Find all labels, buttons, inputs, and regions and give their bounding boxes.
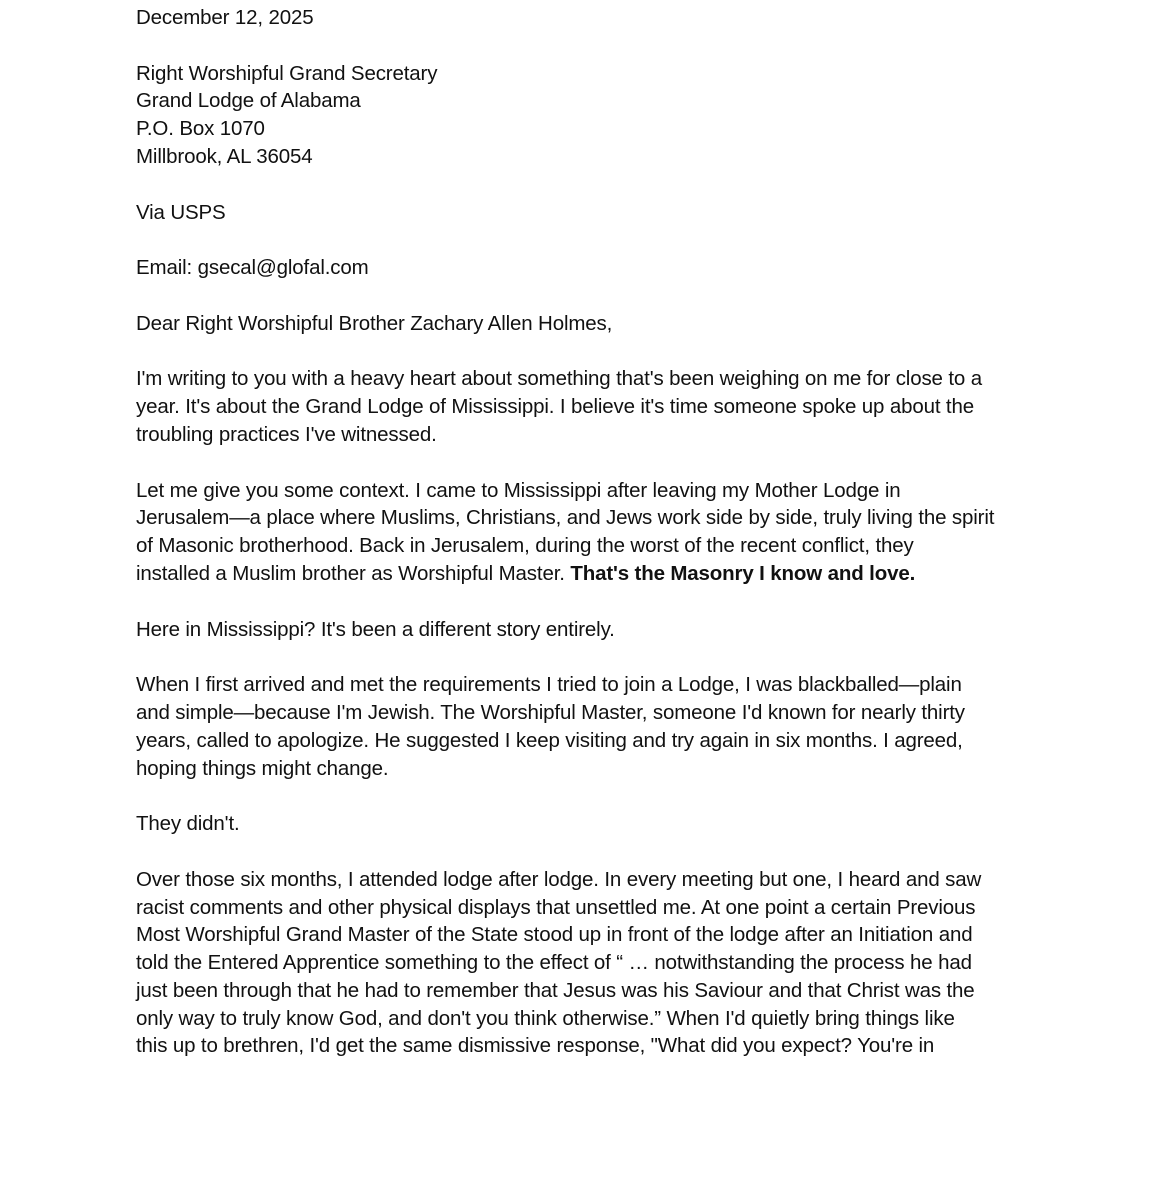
address-line: P.O. Box 1070 — [136, 117, 265, 141]
paragraph-6 — [136, 866, 1036, 1061]
paragraph-line: told the Entered Apprentice something to the effect of “ … notwithstanding the process he had — [136, 951, 972, 975]
paragraph-line: years, called to apologize. He suggested I keep visiting and try again in six months. I agreed, — [136, 728, 963, 752]
paragraph-2 — [136, 477, 1036, 588]
paragraph-line: year. It's about the Grand Lodge of Mississippi. I believe it's time someone spoke up about the — [136, 395, 974, 419]
spacer — [136, 282, 1036, 310]
paragraph-line: only way to truly know God, and don't you think otherwise.” When I'd quietly bring things like — [136, 1006, 955, 1030]
letter-date: December 12, 2025 — [136, 6, 314, 29]
spacer — [136, 171, 1036, 199]
address-line: Right Worshipful Grand Secretary — [136, 61, 438, 85]
address-line: Grand Lodge of Alabama — [136, 89, 361, 113]
spacer — [136, 838, 1036, 866]
paragraph-line: troubling practices I've witnessed. — [136, 422, 437, 446]
paragraph-5: They didn't. — [136, 812, 240, 836]
delivery-method: Via USPS — [136, 200, 226, 224]
recipient-address — [136, 60, 1036, 171]
letter-body — [136, 4, 1036, 1060]
paragraph-line: this up to brethren, I'd get the same dismissive response, "What did you expect? You're in — [136, 1034, 935, 1058]
paragraph-line: of Masonic brotherhood. Back in Jerusalem, during the worst of the recent conflict, they — [136, 534, 914, 558]
paragraph-line: When I first arrived and met the requirements I tried to join a Lodge, I was blackballed—plain — [136, 673, 962, 697]
paragraph-line: hoping things might change. — [136, 756, 389, 780]
paragraph-line: Most Worshipful Grand Master of the State stood up in front of the lodge after an Initiation and — [136, 923, 973, 947]
spacer — [136, 588, 1036, 616]
paragraph-3: Here in Mississippi? It's been a different story entirely. — [136, 617, 615, 641]
spacer — [136, 226, 1036, 254]
paragraph-text: installed a Muslim brother as Worshipful Master. — [136, 561, 571, 585]
spacer — [136, 782, 1036, 810]
paragraph-line: just been through that he had to remember that Jesus was his Saviour and that Christ was the — [136, 978, 975, 1002]
paragraph-line: and simple—because I'm Jewish. The Worshipful Master, someone I'd known for nearly thirty — [136, 700, 965, 724]
spacer — [136, 643, 1036, 671]
paragraph-line: Jerusalem—a place where Muslims, Christians, and Jews work side by side, truly living the spirit — [136, 506, 995, 530]
paragraph-line: racist comments and other physical displays that unsettled me. At one point a certain Previous — [136, 895, 976, 919]
paragraph-line: Let me give you some context. I came to Mississippi after leaving my Mother Lodge in — [136, 478, 901, 502]
emphasized-text: That's the Masonry I know and love. — [570, 561, 916, 585]
email-line: Email: gsecal@glofal.com — [136, 256, 369, 280]
paragraph-line: I'm writing to you with a heavy heart about something that's been weighing on me for close to a — [136, 367, 982, 391]
salutation: Dear Right Worshipful Brother Zachary Allen Holmes, — [136, 311, 613, 335]
paragraph-line: Over those six months, I attended lodge after lodge. In every meeting but one, I heard and saw — [136, 867, 982, 891]
spacer — [136, 449, 1036, 477]
paragraph-line — [136, 560, 1036, 588]
paragraph-4 — [136, 671, 1036, 782]
spacer — [136, 338, 1036, 366]
address-line: Millbrook, AL 36054 — [136, 144, 313, 168]
spacer — [136, 32, 1036, 60]
paragraph-1 — [136, 365, 1036, 448]
